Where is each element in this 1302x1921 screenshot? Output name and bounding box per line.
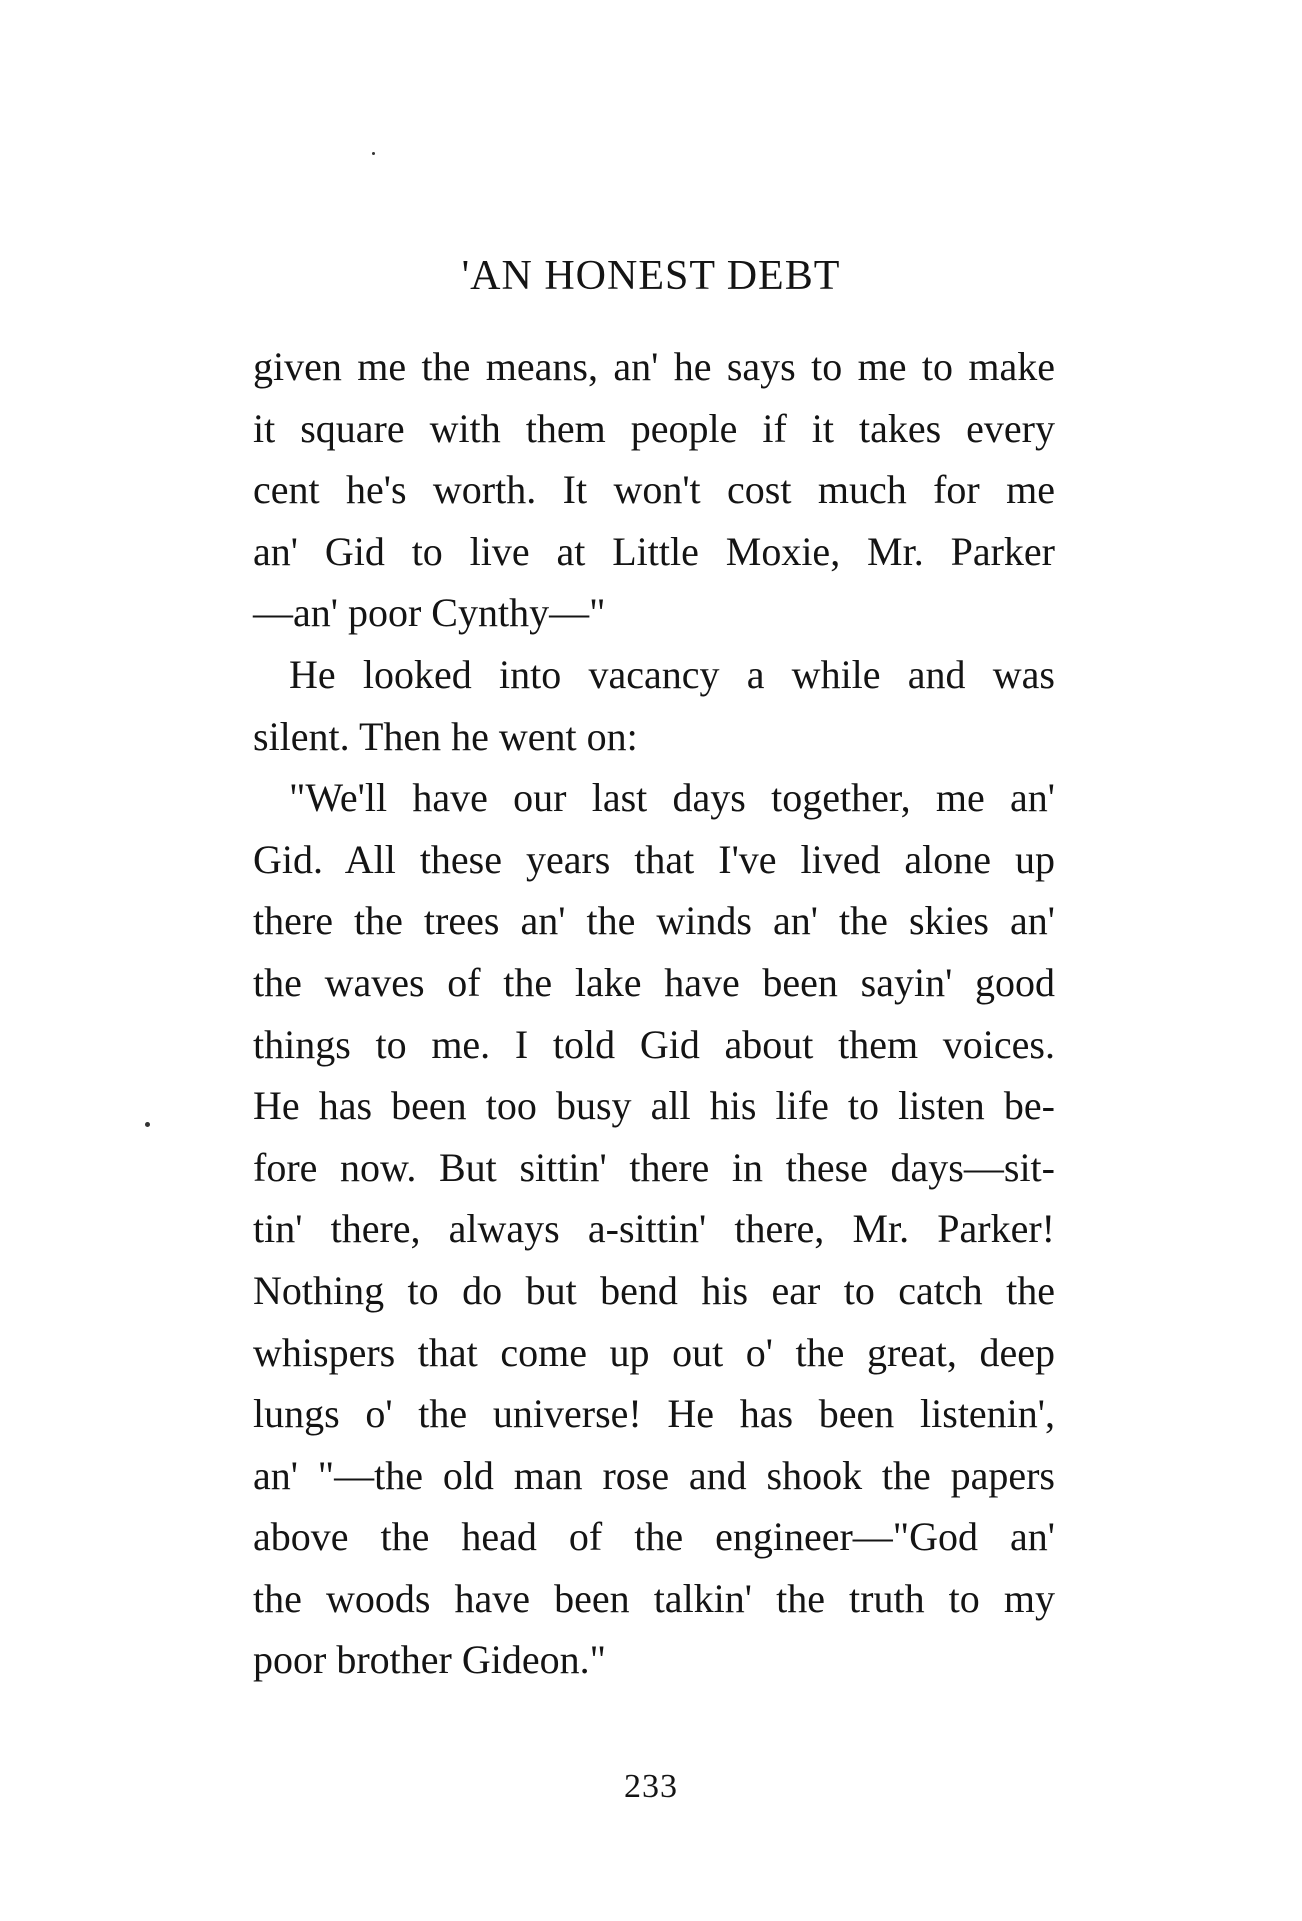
text-line: above the head of the engineer—"God an' <box>253 1514 1055 1560</box>
text-line: tin' there, always a-sittin' there, Mr. Parker! <box>253 1206 1055 1252</box>
text-line: an' "—the old man rose and shook the papers <box>253 1452 1055 1498</box>
text-line: the woods have been talkin' the truth to my <box>253 1575 1055 1621</box>
text-line: silent. Then he went on: <box>253 713 638 759</box>
text-line: given me the means, an' he says to me to make <box>253 344 1055 389</box>
text-line: lungs o' the universe! He has been listenin', <box>253 1391 1055 1437</box>
text-line: whispers that come up out o' the great, deep <box>253 1329 1055 1375</box>
text-line: —an' poor Cynthy—" <box>253 590 606 636</box>
text-line: there the trees an' the winds an' the skies an' <box>253 898 1055 944</box>
text-line: "We'll have our last days together, me an' <box>289 775 1055 821</box>
text-line: He looked into vacancy a while and was <box>289 651 1055 697</box>
ink-speck <box>145 1122 150 1127</box>
ink-speck <box>372 152 375 155</box>
text-line: fore now. But sittin' there in these days—sit- <box>253 1144 1055 1190</box>
text-line: He has been too busy all his life to listen be- <box>253 1083 1055 1129</box>
text-line: things to me. I told Gid about them voices. <box>253 1021 1055 1067</box>
text-line: an' Gid to live at Little Moxie, Mr. Parker <box>253 528 1055 574</box>
running-head: 'AN HONEST DEBT <box>461 253 841 299</box>
text-line: poor brother Gideon." <box>253 1637 606 1683</box>
text-line: cent he's worth. It won't cost much for me <box>253 467 1055 513</box>
body-text <box>253 336 1055 1691</box>
text-line: the waves of the lake have been sayin' good <box>253 959 1055 1005</box>
page-number: 233 <box>624 1768 678 1805</box>
text-line: Nothing to do but bend his ear to catch the <box>253 1267 1055 1313</box>
text-line: it square with them people if it takes every <box>253 405 1055 451</box>
text-line: Gid. All these years that I've lived alone up <box>253 836 1055 882</box>
